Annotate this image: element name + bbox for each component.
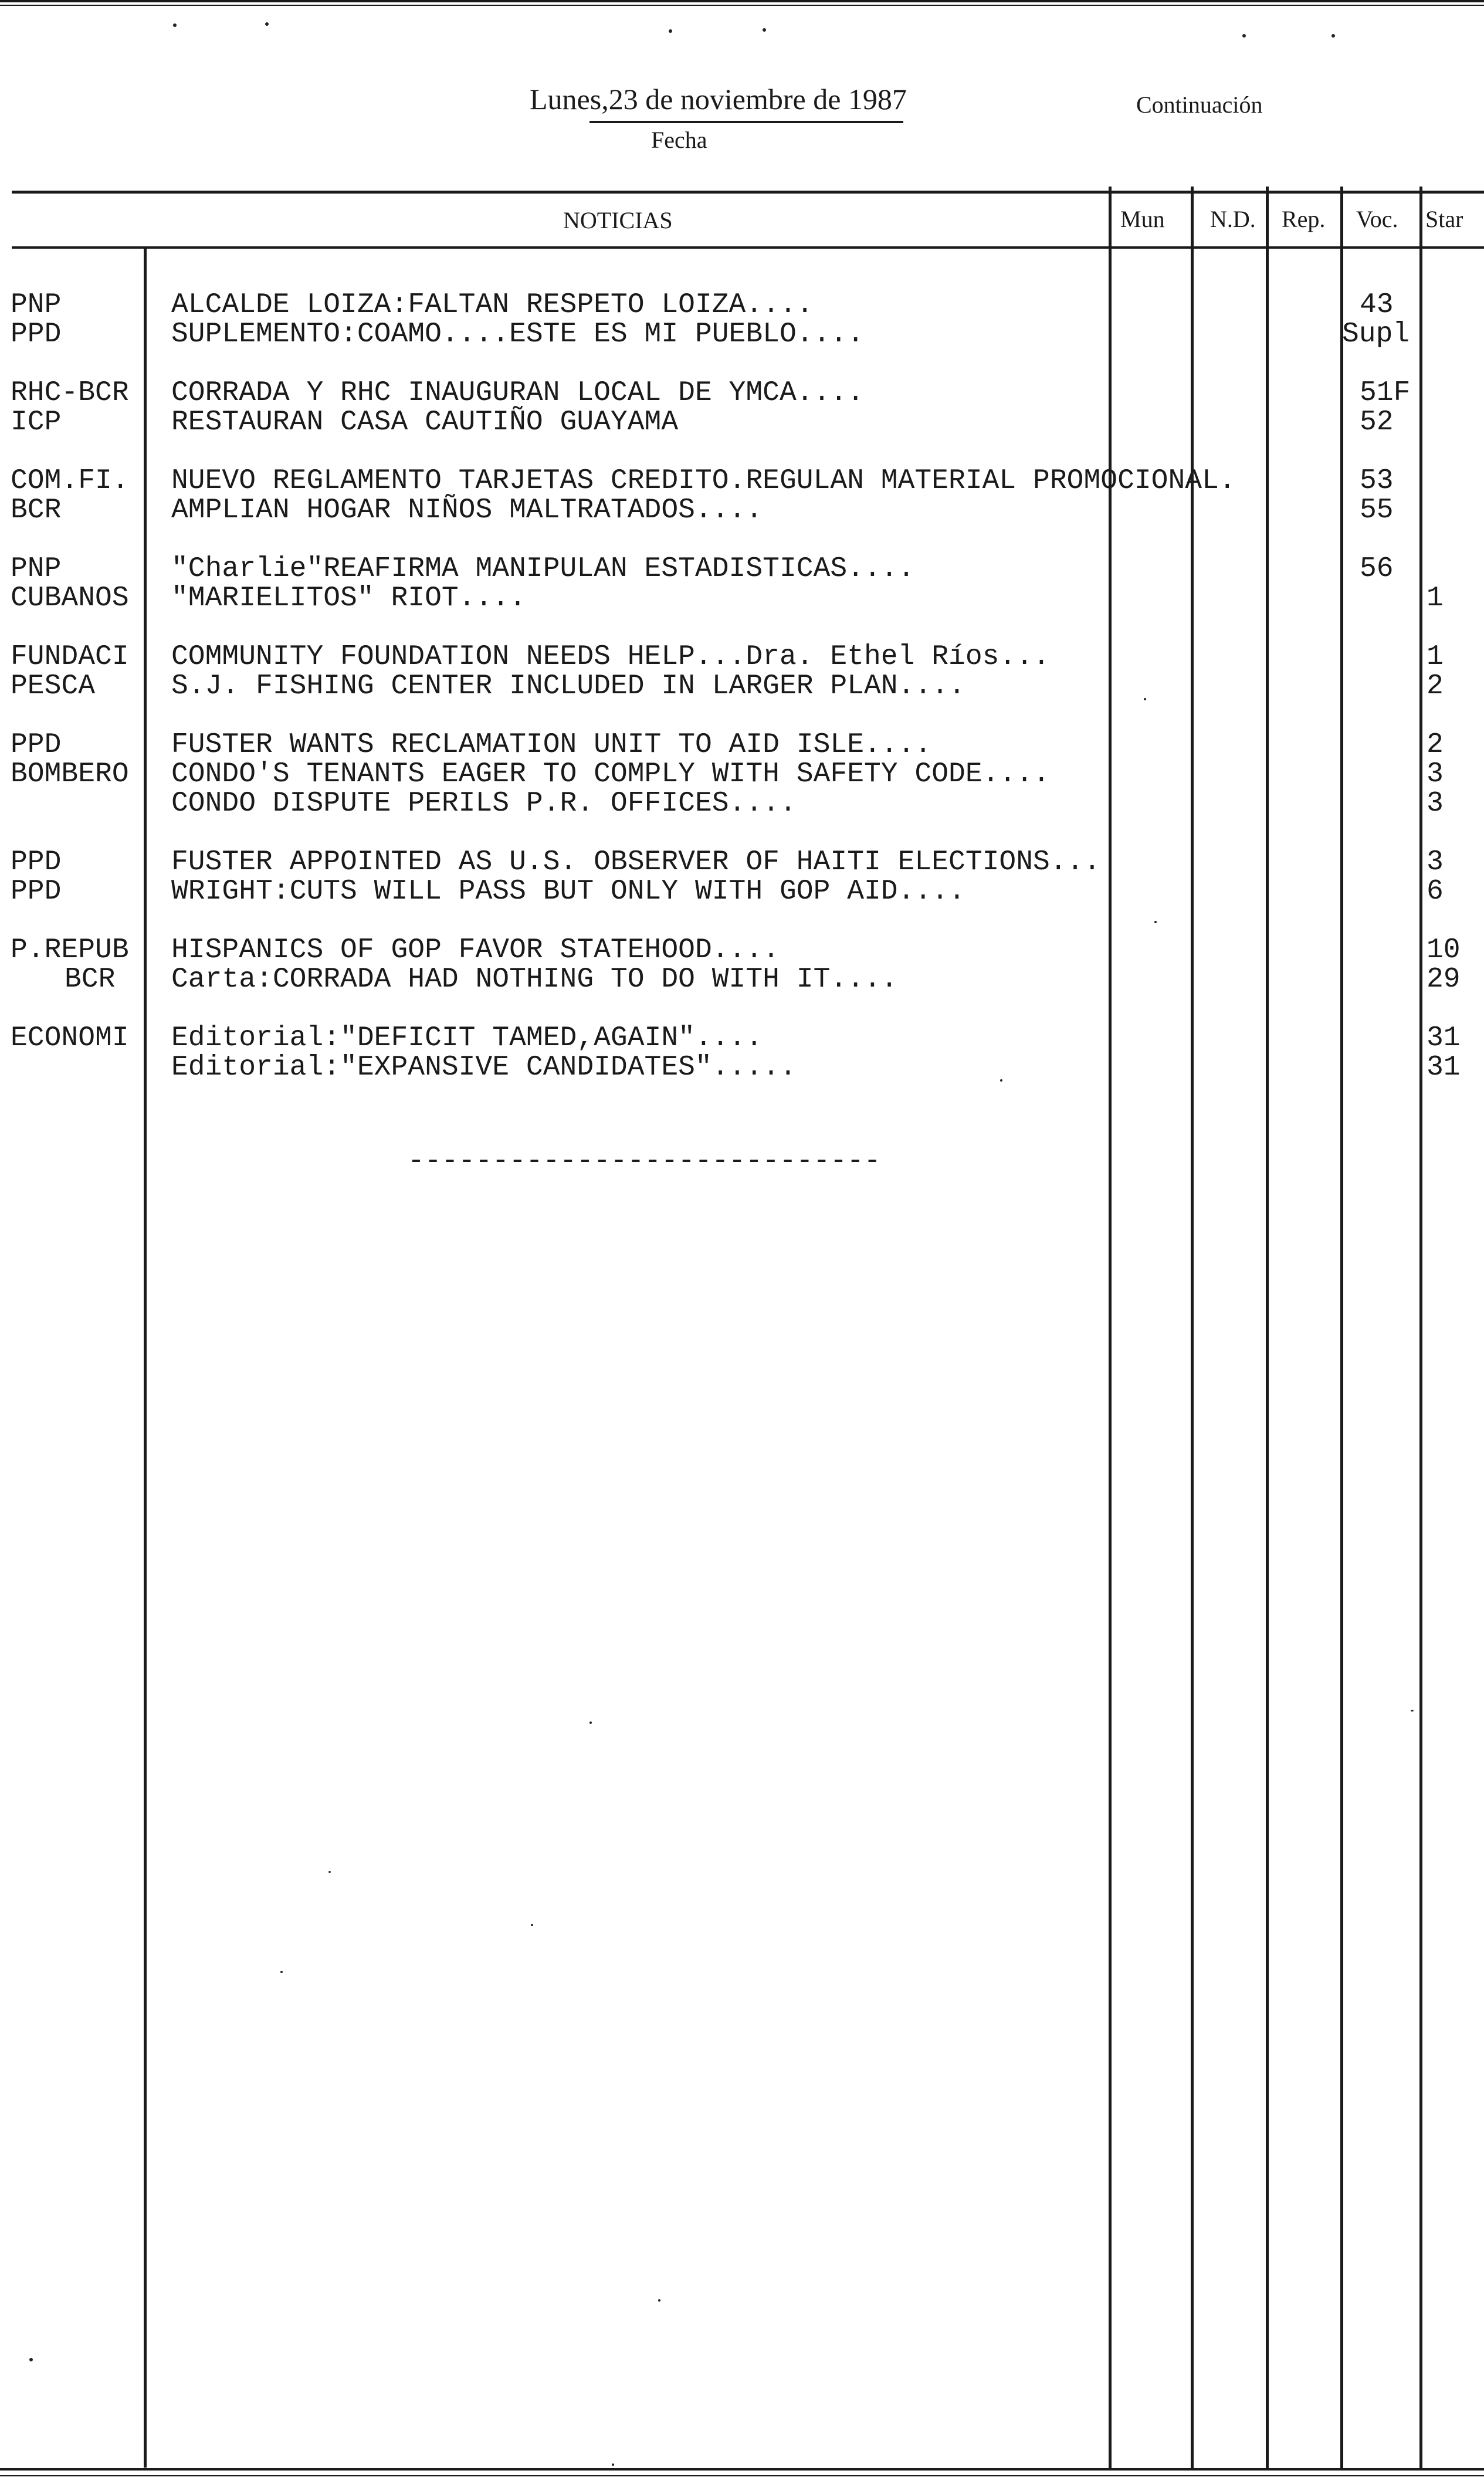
row-source: ICP xyxy=(11,406,62,438)
row-source: PESCA xyxy=(11,670,96,702)
speck xyxy=(328,1871,331,1873)
row-source: PPD xyxy=(11,318,62,350)
row-star: 2 xyxy=(1427,729,1444,761)
row-headline: "Charlie"REAFIRMA MANIPULAN ESTADISTICAS.... xyxy=(171,553,915,585)
speck xyxy=(29,2358,33,2361)
row-headline: RESTAURAN CASA CAUTIÑO GUAYAMA xyxy=(171,406,679,438)
column-header-noticias: NOTICIAS xyxy=(563,207,673,233)
speck xyxy=(280,1971,283,1973)
table-top-rule xyxy=(12,191,1484,194)
speck xyxy=(589,1721,592,1724)
row-star: 1 xyxy=(1427,641,1444,673)
speck xyxy=(658,2299,660,2302)
row-star: 1 xyxy=(1427,582,1444,614)
column-rule-nd xyxy=(1191,187,1194,2468)
end-of-list-marker: ---------------------------- xyxy=(408,1146,881,1177)
row-headline: CONDO'S TENANTS EAGER TO COMPLY WITH SAFETY CODE.... xyxy=(171,758,1050,790)
row-star: 31 xyxy=(1427,1052,1461,1083)
column-rule-rep xyxy=(1266,187,1269,2468)
row-voc: 43 xyxy=(1360,289,1394,321)
punch-mark xyxy=(1331,34,1335,38)
row-source: ECONOMI xyxy=(11,1022,129,1054)
row-headline: "MARIELITOS" RIOT.... xyxy=(171,582,526,614)
row-headline: CONDO DISPUTE PERILS P.R. OFFICES.... xyxy=(171,788,797,819)
punch-mark xyxy=(173,23,177,27)
row-headline: FUSTER APPOINTED AS U.S. OBSERVER OF HAITI ELECTIONS... xyxy=(171,846,1101,878)
row-voc: Supl xyxy=(1342,318,1410,350)
row-headline: HISPANICS OF GOP FAVOR STATEHOOD.... xyxy=(171,934,780,966)
row-source: RHC-BCR xyxy=(11,377,129,409)
row-headline: FUSTER WANTS RECLAMATION UNIT TO AID ISLE.... xyxy=(171,729,932,761)
row-source: PNP xyxy=(11,553,62,585)
column-rule-mun xyxy=(1109,187,1112,2468)
column-header-nd: N.D. xyxy=(1210,206,1256,232)
row-voc: 53 xyxy=(1360,465,1394,497)
row-headline: Editorial:"EXPANSIVE CANDIDATES"..... xyxy=(171,1052,797,1083)
row-headline: Carta:CORRADA HAD NOTHING TO DO WITH IT.... xyxy=(171,964,898,995)
speck xyxy=(1000,1079,1002,1082)
row-source: FUNDACI xyxy=(11,641,129,673)
column-rule-star xyxy=(1419,187,1422,2468)
date-underline xyxy=(589,121,903,123)
column-header-rep: Rep. xyxy=(1282,206,1326,232)
row-source: P.REPUB xyxy=(11,934,129,966)
row-star: 29 xyxy=(1427,964,1461,995)
row-voc: 51F xyxy=(1360,377,1411,409)
row-voc: 56 xyxy=(1360,553,1394,585)
continuation-label: Continuación xyxy=(1136,92,1263,118)
row-star: 10 xyxy=(1427,934,1461,966)
speck xyxy=(1144,698,1146,700)
row-star: 3 xyxy=(1427,788,1444,819)
row-headline: ALCALDE LOIZA:FALTAN RESPETO LOIZA.... xyxy=(171,289,814,321)
row-headline: AMPLIAN HOGAR NIÑOS MALTRATADOS.... xyxy=(171,494,763,526)
top-border xyxy=(0,0,1484,2)
row-source: BOMBERO xyxy=(11,758,129,790)
speck xyxy=(1154,921,1157,923)
row-source: PPD xyxy=(11,846,62,878)
punch-mark xyxy=(669,29,672,33)
row-headline: NUEVO REGLAMENTO TARJETAS CREDITO.REGULAN MATERIAL PROMOCIONAL. xyxy=(171,465,1236,497)
row-source: PPD xyxy=(11,729,62,761)
row-star: 3 xyxy=(1427,758,1444,790)
row-headline: S.J. FISHING CENTER INCLUDED IN LARGER PLAN.... xyxy=(171,670,965,702)
bottom-rule-thin xyxy=(0,2475,1484,2476)
report-date: Lunes,23 de noviembre de 1987 xyxy=(530,83,907,116)
table-header-rule xyxy=(12,246,1484,249)
punch-mark xyxy=(763,28,766,32)
row-voc: 55 xyxy=(1360,494,1394,526)
row-star: 3 xyxy=(1427,846,1444,878)
row-voc: 52 xyxy=(1360,406,1394,438)
row-source: COM.FI. xyxy=(11,465,129,497)
row-headline: COMMUNITY FOUNDATION NEEDS HELP...Dra. Ethel Ríos... xyxy=(171,641,1050,673)
row-headline: CORRADA Y RHC INAUGURAN LOCAL DE YMCA.... xyxy=(171,377,864,409)
column-header-mun: Mun xyxy=(1120,206,1165,232)
bottom-rule xyxy=(0,2468,1484,2471)
date-caption: Fecha xyxy=(651,127,707,153)
speck xyxy=(612,2463,614,2466)
column-rule-source xyxy=(144,248,147,2468)
row-source: BCR xyxy=(65,964,116,995)
punch-mark xyxy=(1242,34,1246,38)
row-headline: WRIGHT:CUTS WILL PASS BUT ONLY WITH GOP AID.... xyxy=(171,876,965,907)
row-source: CUBANOS xyxy=(11,582,129,614)
punch-mark xyxy=(265,22,269,26)
row-star: 31 xyxy=(1427,1022,1461,1054)
column-header-voc: Voc. xyxy=(1356,206,1398,232)
row-star: 6 xyxy=(1427,876,1444,907)
row-source: BCR xyxy=(11,494,62,526)
column-rule-voc xyxy=(1340,187,1343,2468)
row-headline: Editorial:"DEFICIT TAMED,AGAIN".... xyxy=(171,1022,763,1054)
column-header-star: Star xyxy=(1425,206,1463,232)
row-star: 2 xyxy=(1427,670,1444,702)
row-source: PPD xyxy=(11,876,62,907)
row-source: PNP xyxy=(11,289,62,321)
row-headline: SUPLEMENTO:COAMO....ESTE ES MI PUEBLO.... xyxy=(171,318,864,350)
top-border-thin xyxy=(0,5,1484,6)
speck xyxy=(1411,1710,1414,1712)
speck xyxy=(531,1924,533,1926)
